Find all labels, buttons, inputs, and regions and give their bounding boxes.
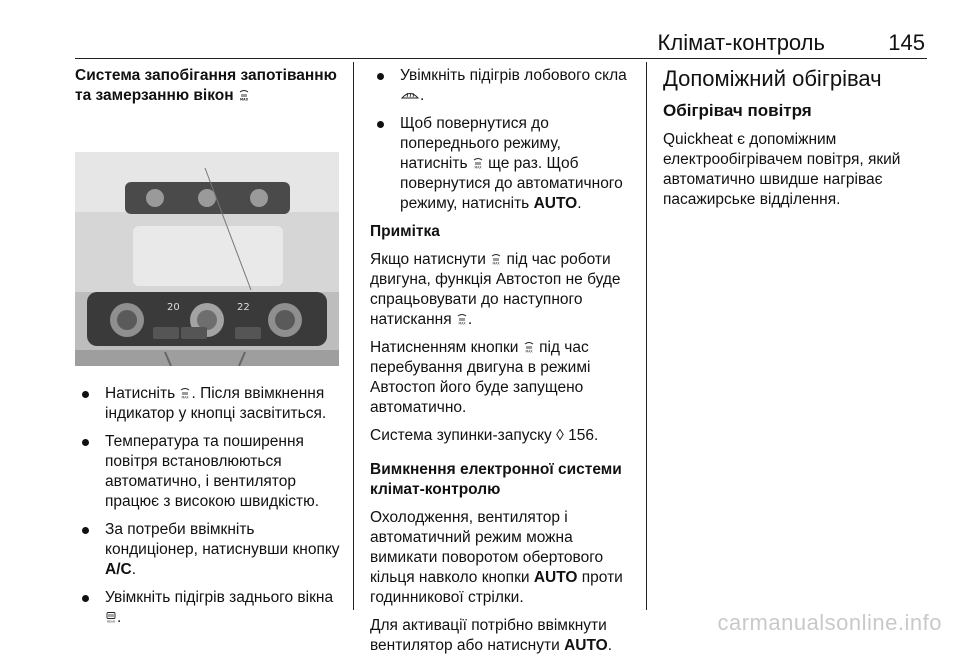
defrost-steps-continued xyxy=(370,66,632,214)
windscreen-defrost-max-icon xyxy=(239,89,249,101)
svg-text:MAX: MAX xyxy=(474,165,482,169)
svg-text:MAX: MAX xyxy=(492,261,500,265)
section-heading-defrost: Система запобігання запотіванню та замерзанню вікон MAX xyxy=(75,67,337,104)
section-heading-auxiliary-heater: Допоміжний обігрівач xyxy=(663,66,882,91)
note-paragraph-1: Якщо натиснути MAX під час роботи двигуна, функція Автостоп не буде спрацьовувати до наступного натискання MAX . xyxy=(370,251,621,328)
note-title: Примітка xyxy=(370,223,440,240)
subsection-heading-air-heater: Обігрівач повітря xyxy=(663,101,812,120)
middle-column xyxy=(370,66,632,664)
windscreen-defrost-max-icon xyxy=(524,341,534,353)
panel-temp-right: 22 xyxy=(237,302,250,313)
svg-text:MAX: MAX xyxy=(181,395,190,399)
svg-text:MAX: MAX xyxy=(239,97,248,101)
svg-text:REAR: REAR xyxy=(106,619,116,623)
column-divider-2 xyxy=(646,62,647,610)
list-item: Щоб повернутися до попереднього режиму, натисніть MAX ще раз. Щоб повернутися до автоматичного режиму, натисніть AUTO. xyxy=(370,114,632,214)
svg-text:MAX: MAX xyxy=(525,349,533,353)
reference-arrow-icon: ◊ xyxy=(556,427,564,444)
list-item: За потреби ввімкніть кондиціонер, натиснувши кнопку A/C. xyxy=(75,520,345,580)
windscreen-defrost-max-icon xyxy=(473,157,483,169)
switch-off-paragraph-2: Для активації потрібно ввімкнути вентилятор або натиснути AUTO. xyxy=(370,617,613,654)
windscreen-defrost-max-icon xyxy=(180,387,190,399)
list-item: Натисніть MAX . Після ввімкнення індикатор у кнопці засвітиться. xyxy=(75,384,345,424)
watermark: carmanualsonline.info xyxy=(717,610,942,635)
rear-window-heat-icon xyxy=(106,611,116,623)
column-divider-1 xyxy=(353,62,354,610)
windscreen-heating-icon xyxy=(401,89,419,101)
windscreen-defrost-max-icon xyxy=(491,253,501,265)
note-block xyxy=(370,222,632,418)
air-heater-paragraph: Quickheat є допоміжним електрообігрівачем повітря, який автоматично швидше нагріває пасажирське відділення. xyxy=(663,131,901,208)
header-rule xyxy=(75,58,927,59)
svg-text:MAX: MAX xyxy=(458,321,466,325)
list-item: Температура та поширення повітря встановлюються автоматично, і вентилятор працює з високою швидкістю. xyxy=(75,432,345,512)
list-item: Увімкніть підігрів лобового скла . xyxy=(370,66,632,106)
list-item: Увімкніть підігрів заднього вікна REAR . xyxy=(75,588,345,628)
page-title: Клімат-контроль xyxy=(657,30,825,55)
left-column xyxy=(75,66,345,636)
windscreen-defrost-max-icon xyxy=(457,313,467,325)
section-heading-switch-off: Вимкнення електронної системи клімат-контролю xyxy=(370,461,622,498)
right-column xyxy=(663,66,925,218)
defrost-steps xyxy=(75,384,345,628)
cross-reference[interactable]: Система зупинки-запуску ◊ 156. xyxy=(370,427,599,444)
page-header xyxy=(75,30,925,58)
climate-panel-photo xyxy=(75,152,339,366)
page-number: 145 xyxy=(888,30,925,55)
note-paragraph-2: Натисненням кнопки MAX під час перебування двигуна в режимі Автостоп його буде запущено автоматично. xyxy=(370,339,591,416)
panel-temp-left: 20 xyxy=(167,302,180,313)
switch-off-paragraph-1: Охолодження, вентилятор і автоматичний режим можна вимикати поворотом обертового кільця навколо кнопки AUTO проти годинникової стрілки. xyxy=(370,509,623,606)
